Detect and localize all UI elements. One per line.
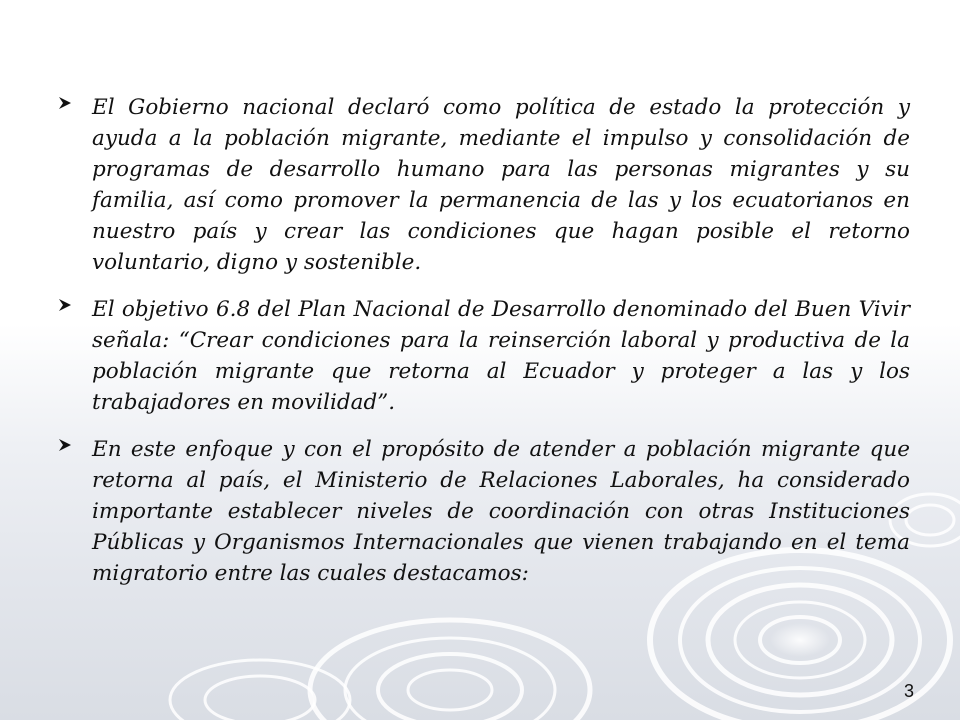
bullet-item bbox=[58, 434, 910, 589]
bullet-text: En este enfoque y con el propósito de atender a población migrante que retorna al país, el Ministerio de Relaciones Laborales, ha considerado importante establecer niveles de coordinación con otras Instituciones Públicas y Organismos Internacionales que vienen trabajando en el tema migratorio entre las cuales destacamos: bbox=[92, 437, 910, 586]
bullet-text: El Gobierno nacional declaró como política de estado la protección y ayuda a la población migrante, mediante el impulso y consolidación de programas de desarrollo humano para las personas migrantes y su familia, así como promover la permanencia de las y los ecuatorianos en nuestro país y crear las condiciones que hagan posible el retorno voluntario, digno y sostenible. bbox=[92, 95, 910, 275]
arrow-bullet-icon bbox=[58, 96, 72, 110]
slide-content bbox=[58, 92, 910, 605]
bullet-item bbox=[58, 92, 910, 278]
bullet-item bbox=[58, 294, 910, 418]
page-number: 3 bbox=[903, 681, 914, 701]
bullet-text: El objetivo 6.8 del Plan Nacional de Desarrollo denominado del Buen Vivir señala: “Crear condiciones para la reinserción laboral y productiva de la población migrante que retorna al Ecuador y proteger a las y los trabajadores en movilidad”. bbox=[92, 297, 910, 415]
arrow-bullet-icon bbox=[58, 298, 72, 312]
arrow-bullet-icon bbox=[58, 438, 72, 452]
